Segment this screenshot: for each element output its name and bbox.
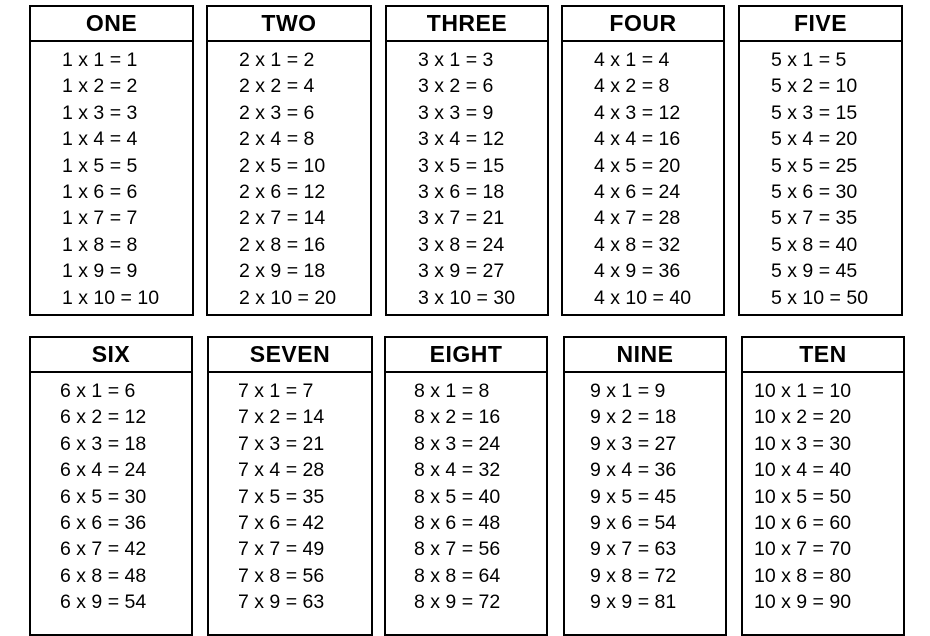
table-row — [594, 205, 723, 231]
table-row — [414, 378, 546, 404]
equation-text: 2 x 10 = 20 — [239, 286, 337, 309]
equation-text: 9 x 5 = 45 — [590, 485, 677, 508]
equation-text: 1 x 1 = 1 — [62, 49, 138, 71]
equation-text: 9 x 4 = 36 — [590, 459, 677, 482]
table-title: ONE — [31, 7, 192, 42]
table-row — [771, 126, 901, 152]
table-row — [754, 536, 903, 562]
equation-text: 2 x 1 = 2 — [239, 49, 315, 71]
table-row — [62, 205, 192, 231]
table-rows — [31, 373, 191, 616]
table-rows — [740, 42, 901, 311]
equation-text: 2 x 7 = 14 — [239, 207, 326, 230]
table-row — [754, 431, 903, 457]
equation-text: 5 x 4 = 20 — [771, 128, 858, 151]
table-row — [239, 179, 370, 205]
equation-text: 7 x 9 = 63 — [238, 591, 325, 614]
equation-text: 3 x 7 = 21 — [418, 207, 505, 230]
equation-text: 5 x 2 = 10 — [771, 75, 858, 98]
table-row — [590, 536, 725, 562]
equation-text: 7 x 5 = 35 — [238, 485, 325, 508]
table-row — [771, 205, 901, 231]
equation-text: 7 x 2 = 14 — [238, 406, 325, 429]
equation-text: 5 x 7 = 35 — [771, 207, 858, 230]
table-row — [238, 536, 371, 562]
table-title: THREE — [387, 7, 547, 42]
table-row — [60, 431, 191, 457]
equation-text: 4 x 8 = 32 — [594, 233, 681, 256]
table-title: EIGHT — [386, 338, 546, 373]
table-row — [771, 258, 901, 284]
table-row — [771, 47, 901, 73]
table-row — [418, 100, 547, 126]
equation-text: 7 x 4 = 28 — [238, 459, 325, 482]
table-title: TEN — [743, 338, 903, 373]
table-title: FIVE — [740, 7, 901, 42]
table-row — [238, 457, 371, 483]
table-row — [239, 73, 370, 99]
table-row — [754, 563, 903, 589]
equation-text: 9 x 3 = 27 — [590, 432, 677, 455]
table-row — [771, 73, 901, 99]
table-card-seven — [207, 336, 373, 636]
equation-text: 3 x 2 = 6 — [418, 75, 494, 98]
table-row — [418, 258, 547, 284]
equation-text: 8 x 6 = 48 — [414, 511, 501, 534]
table-row — [239, 205, 370, 231]
table-row — [594, 100, 723, 126]
equation-text: 5 x 6 = 30 — [771, 180, 858, 203]
equation-text: 4 x 3 = 12 — [594, 101, 681, 124]
table-row — [754, 457, 903, 483]
equation-text: 3 x 10 = 30 — [418, 286, 516, 309]
equation-text: 10 x 3 = 30 — [754, 432, 852, 455]
table-row — [60, 378, 191, 404]
equation-text: 4 x 10 = 40 — [594, 286, 692, 309]
table-card-two — [206, 5, 372, 316]
table-row — [239, 153, 370, 179]
table-row — [771, 179, 901, 205]
equation-text: 3 x 5 = 15 — [418, 154, 505, 177]
table-row — [238, 589, 371, 615]
equation-text: 4 x 9 = 36 — [594, 260, 681, 283]
table-row — [414, 457, 546, 483]
table-row — [590, 457, 725, 483]
equation-text: 2 x 3 = 6 — [239, 101, 315, 124]
equation-text: 8 x 2 = 16 — [414, 406, 501, 429]
equation-text: 9 x 9 = 81 — [590, 591, 677, 614]
equation-text: 3 x 4 = 12 — [418, 128, 505, 151]
equation-text: 7 x 8 = 56 — [238, 564, 325, 587]
equation-text: 2 x 2 = 4 — [239, 75, 315, 98]
table-rows — [563, 42, 723, 311]
table-row — [590, 378, 725, 404]
table-row — [594, 232, 723, 258]
table-card-three — [385, 5, 549, 316]
table-row — [771, 232, 901, 258]
equation-text: 8 x 9 = 72 — [414, 591, 501, 614]
table-row — [239, 126, 370, 152]
table-row — [62, 232, 192, 258]
equation-text: 7 x 1 = 7 — [238, 380, 314, 402]
equation-text: 1 x 4 = 4 — [62, 128, 138, 151]
table-row — [771, 153, 901, 179]
equation-text: 7 x 3 = 21 — [238, 432, 325, 455]
table-row — [238, 431, 371, 457]
equation-text: 5 x 8 = 40 — [771, 233, 858, 256]
equation-text: 1 x 6 = 6 — [62, 180, 138, 203]
table-row — [62, 285, 192, 311]
table-row — [418, 179, 547, 205]
table-card-nine — [563, 336, 727, 636]
table-row — [238, 484, 371, 510]
equation-text: 2 x 9 = 18 — [239, 260, 326, 283]
equation-text: 4 x 1 = 4 — [594, 49, 670, 71]
equation-text: 3 x 6 = 18 — [418, 180, 505, 203]
equation-text: 4 x 5 = 20 — [594, 154, 681, 177]
table-card-one — [29, 5, 194, 316]
table-row — [590, 589, 725, 615]
table-row — [594, 153, 723, 179]
table-row — [414, 404, 546, 430]
table-rows — [209, 373, 371, 616]
equation-text: 6 x 6 = 36 — [60, 511, 147, 534]
equation-text: 1 x 10 = 10 — [62, 286, 160, 309]
equation-text: 10 x 9 = 90 — [754, 591, 852, 614]
table-row — [590, 510, 725, 536]
equation-text: 8 x 3 = 24 — [414, 432, 501, 455]
equation-text: 6 x 1 = 6 — [60, 380, 136, 402]
equation-text: 8 x 7 = 56 — [414, 538, 501, 561]
table-row — [590, 484, 725, 510]
table-row — [238, 510, 371, 536]
equation-text: 5 x 3 = 15 — [771, 101, 858, 124]
table-row — [60, 563, 191, 589]
equation-text: 5 x 10 = 50 — [771, 286, 869, 309]
equation-text: 1 x 3 = 3 — [62, 101, 138, 124]
table-card-ten — [741, 336, 905, 636]
equation-text: 10 x 7 = 70 — [754, 538, 852, 561]
equation-text: 2 x 4 = 8 — [239, 128, 315, 151]
table-row — [60, 484, 191, 510]
equation-text: 1 x 5 = 5 — [62, 154, 138, 177]
equation-text: 8 x 4 = 32 — [414, 459, 501, 482]
equation-text: 3 x 9 = 27 — [418, 260, 505, 283]
table-card-six — [29, 336, 193, 636]
table-row — [418, 285, 547, 311]
equation-text: 2 x 6 = 12 — [239, 180, 326, 203]
table-row — [414, 484, 546, 510]
equation-text: 7 x 7 = 49 — [238, 538, 325, 561]
table-row — [239, 100, 370, 126]
table-row — [418, 73, 547, 99]
table-row — [594, 73, 723, 99]
table-row — [418, 47, 547, 73]
table-row — [414, 536, 546, 562]
equation-text: 6 x 7 = 42 — [60, 538, 147, 561]
table-row — [754, 378, 903, 404]
table-row — [754, 484, 903, 510]
equation-text: 10 x 6 = 60 — [754, 511, 852, 534]
equation-text: 2 x 5 = 10 — [239, 154, 326, 177]
table-row — [60, 404, 191, 430]
table-row — [418, 126, 547, 152]
table-rows — [387, 42, 547, 311]
table-row — [238, 378, 371, 404]
table-row — [590, 431, 725, 457]
table-row — [62, 73, 192, 99]
table-rows — [743, 373, 903, 616]
table-row — [594, 285, 723, 311]
table-title: TWO — [208, 7, 370, 42]
table-row — [414, 510, 546, 536]
table-row — [754, 510, 903, 536]
equation-text: 9 x 8 = 72 — [590, 564, 677, 587]
table-row — [239, 232, 370, 258]
table-title: SEVEN — [209, 338, 371, 373]
table-rows — [208, 42, 370, 311]
equation-text: 9 x 6 = 54 — [590, 511, 677, 534]
table-row — [238, 563, 371, 589]
equation-text: 5 x 5 = 25 — [771, 154, 858, 177]
table-row — [414, 431, 546, 457]
equation-text: 1 x 8 = 8 — [62, 233, 138, 256]
table-row — [60, 510, 191, 536]
table-row — [418, 153, 547, 179]
equation-text: 8 x 5 = 40 — [414, 485, 501, 508]
equation-text: 4 x 2 = 8 — [594, 75, 670, 98]
equation-text: 10 x 5 = 50 — [754, 485, 852, 508]
equation-text: 2 x 8 = 16 — [239, 233, 326, 256]
table-row — [62, 258, 192, 284]
equation-text: 6 x 3 = 18 — [60, 432, 147, 455]
equation-text: 4 x 6 = 24 — [594, 180, 681, 203]
table-title: NINE — [565, 338, 725, 373]
table-rows — [565, 373, 725, 616]
equation-text: 4 x 4 = 16 — [594, 128, 681, 151]
table-row — [60, 536, 191, 562]
table-row — [239, 258, 370, 284]
table-row — [62, 179, 192, 205]
table-title: FOUR — [563, 7, 723, 42]
table-row — [418, 205, 547, 231]
table-title: SIX — [31, 338, 191, 373]
table-row — [239, 285, 370, 311]
table-row — [62, 100, 192, 126]
equation-text: 1 x 7 = 7 — [62, 207, 138, 230]
equation-text: 10 x 1 = 10 — [754, 380, 852, 402]
table-row — [594, 179, 723, 205]
table-row — [771, 285, 901, 311]
table-row — [414, 563, 546, 589]
equation-text: 9 x 7 = 63 — [590, 538, 677, 561]
table-row — [60, 589, 191, 615]
table-row — [594, 258, 723, 284]
table-row — [414, 589, 546, 615]
equation-text: 3 x 8 = 24 — [418, 233, 505, 256]
equation-text: 5 x 1 = 5 — [771, 49, 847, 71]
equation-text: 8 x 1 = 8 — [414, 380, 490, 402]
equation-text: 1 x 9 = 9 — [62, 260, 138, 283]
table-row — [754, 404, 903, 430]
equation-text: 1 x 2 = 2 — [62, 75, 138, 98]
equation-text: 5 x 9 = 45 — [771, 260, 858, 283]
table-row — [590, 563, 725, 589]
equation-text: 7 x 6 = 42 — [238, 511, 325, 534]
table-row — [594, 126, 723, 152]
table-row — [771, 100, 901, 126]
equation-text: 6 x 5 = 30 — [60, 485, 147, 508]
table-card-eight — [384, 336, 548, 636]
table-row — [62, 47, 192, 73]
equation-text: 9 x 1 = 9 — [590, 380, 666, 402]
table-row — [239, 47, 370, 73]
table-card-four — [561, 5, 725, 316]
table-row — [418, 232, 547, 258]
equation-text: 6 x 8 = 48 — [60, 564, 147, 587]
equation-text: 4 x 7 = 28 — [594, 207, 681, 230]
equation-text: 6 x 2 = 12 — [60, 406, 147, 429]
equation-text: 6 x 9 = 54 — [60, 591, 147, 614]
table-rows — [31, 42, 192, 311]
equation-text: 10 x 8 = 80 — [754, 564, 852, 587]
equation-text: 3 x 3 = 9 — [418, 101, 494, 124]
table-row — [60, 457, 191, 483]
equation-text: 3 x 1 = 3 — [418, 49, 494, 71]
table-row — [62, 153, 192, 179]
table-row — [754, 589, 903, 615]
table-row — [590, 404, 725, 430]
table-card-five — [738, 5, 903, 316]
equation-text: 9 x 2 = 18 — [590, 406, 677, 429]
equation-text: 10 x 4 = 40 — [754, 459, 852, 482]
table-row — [62, 126, 192, 152]
table-row — [594, 47, 723, 73]
equation-text: 8 x 8 = 64 — [414, 564, 501, 587]
equation-text: 6 x 4 = 24 — [60, 459, 147, 482]
table-rows — [386, 373, 546, 616]
table-row — [238, 404, 371, 430]
equation-text: 10 x 2 = 20 — [754, 406, 852, 429]
